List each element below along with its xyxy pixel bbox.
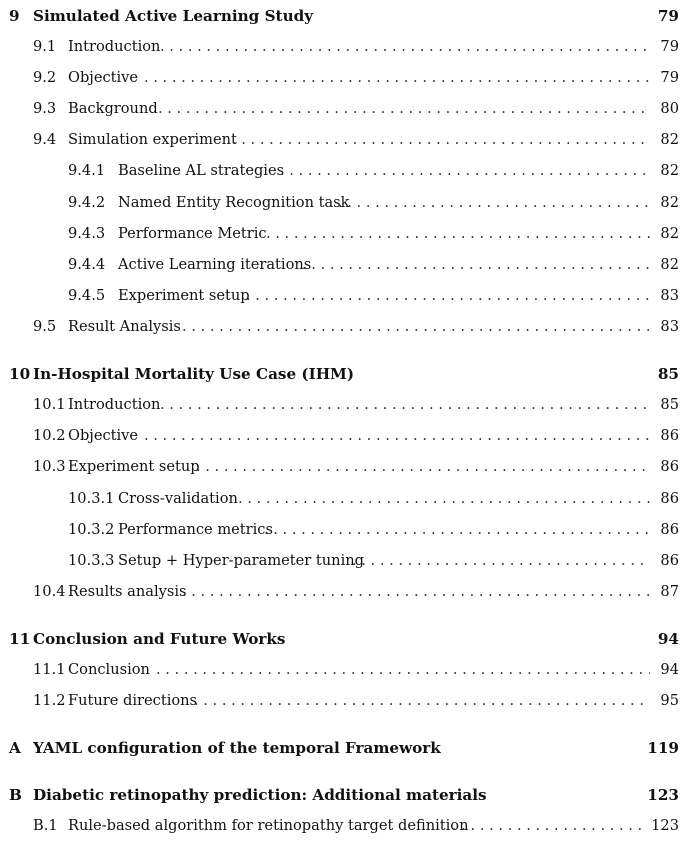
toc-section-11-1[interactable] — [0, 660, 694, 680]
entry-page: 83 — [660, 287, 679, 304]
entry-title: Performance Metric — [118, 225, 267, 242]
toc-section-9-4[interactable] — [0, 130, 694, 150]
entry-title: In-Hospital Mortality Use Case (IHM) — [33, 365, 355, 383]
toc-section-10-2[interactable] — [0, 426, 694, 446]
entry-page: 123 — [651, 817, 679, 834]
entry-page: 86 — [660, 458, 679, 475]
entry-title: Simulation experiment — [68, 131, 237, 148]
entry-title: Experiment setup — [118, 287, 250, 304]
entry-number: 9.3 — [33, 100, 57, 117]
dot-leader — [182, 317, 650, 337]
entry-page: 85 — [657, 365, 679, 383]
entry-title: Baseline AL strategies — [118, 162, 285, 179]
dot-leader — [264, 520, 650, 540]
entry-title: Diabetic retinopathy prediction: Additional materials — [33, 786, 487, 804]
entry-title: Active Learning iterations — [118, 256, 312, 273]
entry-number: 9.4.3 — [68, 225, 106, 242]
entry-page: 86 — [660, 490, 679, 507]
toc-section-9-1[interactable] — [0, 37, 694, 57]
entry-page: 80 — [660, 100, 679, 117]
entry-title: Result Analysis — [68, 318, 181, 335]
dot-leader — [232, 130, 650, 150]
dot-leader — [338, 193, 650, 213]
entry-number: 10.3.2 — [68, 521, 115, 538]
toc-subsection-10-3-1[interactable] — [0, 489, 694, 509]
toc-chapter-10[interactable] — [0, 364, 694, 384]
toc-section-10-1[interactable] — [0, 395, 694, 415]
toc-section-9-5[interactable] — [0, 317, 694, 337]
entry-page: 82 — [660, 162, 679, 179]
toc-subsection-9-4-5[interactable] — [0, 286, 694, 306]
dot-leader — [280, 161, 650, 181]
dot-leader — [352, 551, 650, 571]
entry-page: 82 — [660, 131, 679, 148]
entry-page: 79 — [657, 7, 679, 25]
entry-number: B.1 — [33, 817, 58, 834]
entry-page: 83 — [660, 318, 679, 335]
entry-number: 9.4.4 — [68, 256, 106, 273]
entry-number: 11 — [9, 630, 31, 648]
entry-number: 9.4.5 — [68, 287, 106, 304]
entry-title: Results analysis — [68, 583, 187, 600]
toc-appendix-a[interactable] — [0, 738, 694, 758]
dot-leader — [182, 582, 650, 602]
entry-page: 82 — [660, 256, 679, 273]
entry-title: YAML configuration of the temporal Framework — [33, 739, 441, 757]
entry-page: 119 — [647, 739, 679, 757]
dot-leader — [158, 99, 650, 119]
entry-number: 10 — [9, 365, 31, 383]
entry-number: 10.3 — [33, 458, 66, 475]
entry-number: 11.2 — [33, 692, 66, 709]
dot-leader — [144, 68, 650, 88]
toc-appendix-b[interactable] — [0, 785, 694, 805]
toc-chapter-11[interactable] — [0, 629, 694, 649]
dot-leader — [144, 426, 650, 446]
entry-page: 86 — [660, 521, 679, 538]
entry-number: 10.1 — [33, 396, 66, 413]
dot-leader — [246, 286, 650, 306]
dot-leader — [160, 395, 650, 415]
entry-title: Performance metrics — [118, 521, 273, 538]
dot-leader — [452, 816, 646, 836]
entry-title: Introduction — [68, 38, 161, 55]
entry-page: 85 — [660, 396, 679, 413]
dot-leader — [196, 457, 650, 477]
entry-number: 9 — [9, 7, 20, 25]
entry-title: Rule-based algorithm for retinopathy target definition — [68, 817, 469, 834]
toc-subsection-9-4-2[interactable] — [0, 193, 694, 213]
entry-page: 94 — [657, 630, 679, 648]
toc-section-b-1[interactable] — [0, 816, 694, 836]
entry-title: Background — [68, 100, 158, 117]
dot-leader — [194, 691, 650, 711]
entry-number: 9.4.2 — [68, 194, 106, 211]
toc-section-9-3[interactable] — [0, 99, 694, 119]
entry-page: 87 — [660, 583, 679, 600]
entry-title: Conclusion and Future Works — [33, 630, 286, 648]
toc-chapter-9[interactable] — [0, 6, 694, 26]
entry-number: 10.2 — [33, 427, 66, 444]
toc-section-10-3[interactable] — [0, 457, 694, 477]
entry-page: 79 — [660, 69, 679, 86]
entry-page: 79 — [660, 38, 679, 55]
entry-number: 9.4.1 — [68, 162, 106, 179]
entry-page: 82 — [660, 194, 679, 211]
entry-number: 10.3.3 — [68, 552, 115, 569]
entry-title: Simulated Active Learning Study — [33, 7, 314, 25]
toc-section-9-2[interactable] — [0, 68, 694, 88]
entry-title: Setup + Hyper-parameter tuning — [118, 552, 364, 569]
entry-page: 94 — [660, 661, 679, 678]
entry-title: Future directions — [68, 692, 198, 709]
entry-page: 86 — [660, 427, 679, 444]
entry-title: Named Entity Recognition task — [118, 194, 350, 211]
entry-page: 86 — [660, 552, 679, 569]
toc-subsection-9-4-3[interactable] — [0, 224, 694, 244]
entry-title: Experiment setup — [68, 458, 200, 475]
entry-page: 82 — [660, 225, 679, 242]
toc-subsection-9-4-1[interactable] — [0, 161, 694, 181]
entry-number: 11.1 — [33, 661, 66, 678]
entry-page: 123 — [647, 786, 679, 804]
entry-number: B — [9, 786, 22, 804]
dot-leader — [156, 660, 650, 680]
toc-subsection-10-3-2[interactable] — [0, 520, 694, 540]
dot-leader — [160, 37, 650, 57]
entry-number: 9.4 — [33, 131, 57, 148]
entry-number: 10.3.1 — [68, 490, 115, 507]
entry-number: 9.2 — [33, 69, 57, 86]
entry-number: 10.4 — [33, 583, 66, 600]
entry-title: Introduction — [68, 396, 161, 413]
entry-title: Conclusion — [68, 661, 150, 678]
entry-number: 9.5 — [33, 318, 57, 335]
dot-leader — [266, 224, 650, 244]
entry-title: Cross-validation — [118, 490, 238, 507]
toc-section-11-2[interactable] — [0, 691, 694, 711]
toc-section-10-4[interactable] — [0, 582, 694, 602]
toc-subsection-10-3-3[interactable] — [0, 551, 694, 571]
entry-title: Objective — [68, 427, 139, 444]
entry-page: 95 — [660, 692, 679, 709]
entry-number: 9.1 — [33, 38, 57, 55]
dot-leader — [302, 255, 650, 275]
entry-title: Objective — [68, 69, 139, 86]
entry-number: A — [9, 739, 21, 757]
dot-leader — [238, 489, 650, 509]
toc-subsection-9-4-4[interactable] — [0, 255, 694, 275]
